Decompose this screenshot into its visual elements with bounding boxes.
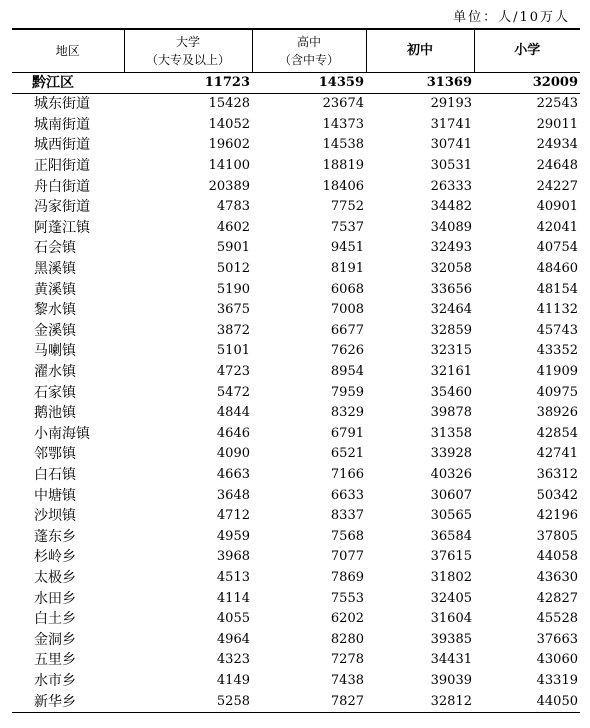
cell-region: 金洞乡 (34, 631, 76, 648)
cell-college: 5472 (216, 384, 250, 400)
table-row (12, 197, 580, 218)
table-row (12, 629, 580, 650)
cell-region: 鹅池镇 (34, 405, 76, 422)
education-table (12, 28, 580, 713)
cell-primary: 43060 (536, 652, 578, 668)
cell-high-school: 8954 (330, 364, 364, 380)
table-row (12, 135, 580, 156)
cell-college: 4114 (216, 590, 250, 606)
cell-high-school: 8329 (330, 405, 364, 421)
cell-high-school: 6202 (330, 611, 364, 627)
cell-junior: 31358 (430, 425, 472, 441)
cell-college: 3675 (216, 302, 250, 318)
cell-junior: 34431 (430, 652, 472, 668)
cell-junior: 32405 (430, 590, 472, 606)
cell-primary: 40975 (536, 384, 578, 400)
cell-junior: 30741 (430, 137, 472, 153)
cell-region: 黎水镇 (34, 302, 76, 319)
cell-primary: 42854 (536, 425, 578, 441)
cell-region: 黑溪镇 (34, 261, 76, 278)
cell-primary: 44050 (474, 691, 580, 712)
cell-college: 4712 (216, 508, 250, 524)
cell-high-school: 6068 (330, 281, 364, 297)
cell-primary: 29011 (536, 116, 578, 132)
cell-primary: 38926 (536, 405, 578, 421)
cell-junior: 31802 (430, 569, 472, 585)
cell-college: 3968 (216, 549, 250, 565)
table-row (12, 568, 580, 589)
cell-junior: 36584 (430, 528, 472, 544)
cell-high-school: 6677 (330, 322, 364, 338)
cell-region: 水市乡 (34, 672, 76, 689)
cell-college: 5190 (216, 281, 250, 297)
cell-college: 5901 (216, 240, 250, 256)
table-row (12, 444, 580, 465)
cell-primary: 36312 (536, 466, 578, 482)
table-row (12, 238, 580, 259)
cell-high-school: 7008 (330, 302, 364, 318)
cell-college: 4783 (216, 199, 250, 215)
header-junior: 初中 (366, 29, 474, 73)
cell-high-school: 7438 (330, 672, 364, 688)
table-row (12, 609, 580, 630)
cell-primary: 42827 (536, 590, 578, 606)
cell-primary: 43630 (536, 569, 578, 585)
cell-primary: 43352 (536, 343, 578, 359)
cell-region: 濯水镇 (34, 364, 76, 381)
table-row-total (12, 73, 580, 94)
cell-region: 小南海镇 (34, 425, 90, 442)
cell-primary: 41909 (536, 364, 578, 380)
header-high-line2: （含中专） (278, 53, 339, 67)
cell-college: 4964 (216, 631, 250, 647)
cell-region: 城东街道 (34, 96, 90, 113)
cell-college: 4844 (216, 405, 250, 421)
cell-high-school: 14538 (322, 137, 364, 153)
cell-junior: 37615 (430, 549, 472, 565)
table-row (12, 691, 580, 712)
cell-junior: 32058 (430, 261, 472, 277)
cell-junior: 39385 (430, 631, 472, 647)
table-row (12, 259, 580, 280)
header-high-line1: 高中 (296, 35, 321, 49)
cell-college: 5101 (216, 343, 250, 359)
cell-junior: 31369 (366, 73, 474, 94)
cell-primary: 37805 (536, 528, 578, 544)
cell-college: 5012 (216, 261, 250, 277)
table-row (12, 279, 580, 300)
cell-high-school: 7869 (330, 569, 364, 585)
cell-region: 黔江区 (12, 73, 124, 94)
table-row (12, 403, 580, 424)
cell-high-school: 7959 (330, 384, 364, 400)
cell-college: 4663 (216, 466, 250, 482)
table-row (12, 526, 580, 547)
cell-college: 4602 (216, 219, 250, 235)
cell-region: 马喇镇 (34, 343, 76, 360)
cell-high-school: 7568 (330, 528, 364, 544)
cell-college: 4055 (216, 611, 250, 627)
cell-high-school: 14359 (252, 73, 366, 94)
cell-high-school: 18406 (322, 178, 364, 194)
cell-high-school: 14373 (322, 116, 364, 132)
cell-primary: 37663 (536, 631, 578, 647)
cell-college: 4090 (216, 446, 250, 462)
table-row (12, 588, 580, 609)
cell-region: 沙坝镇 (34, 508, 76, 525)
cell-high-school: 7827 (252, 691, 366, 712)
cell-college: 4723 (216, 364, 250, 380)
cell-primary: 45743 (536, 322, 578, 338)
cell-junior: 34482 (430, 199, 472, 215)
table-row (12, 506, 580, 527)
cell-high-school: 7537 (330, 219, 364, 235)
cell-region: 蓬东乡 (34, 528, 76, 545)
table-header (12, 29, 580, 73)
cell-region: 城西街道 (34, 137, 90, 154)
cell-high-school: 23674 (322, 96, 364, 112)
header-college (124, 29, 252, 73)
cell-junior: 39039 (430, 672, 472, 688)
cell-region: 五里乡 (34, 652, 76, 669)
cell-primary: 41132 (536, 302, 578, 318)
table-row (12, 547, 580, 568)
cell-junior: 32859 (430, 322, 472, 338)
table-row (12, 382, 580, 403)
cell-high-school: 7166 (330, 466, 364, 482)
cell-region: 中塘镇 (34, 487, 76, 504)
cell-primary: 48460 (536, 261, 578, 277)
cell-primary: 24227 (536, 178, 578, 194)
cell-region: 阿蓬江镇 (34, 219, 90, 236)
cell-high-school: 6521 (330, 446, 364, 462)
cell-primary: 22543 (536, 96, 578, 112)
cell-junior: 30531 (430, 158, 472, 174)
cell-junior: 35460 (430, 384, 472, 400)
cell-primary: 24934 (536, 137, 578, 153)
cell-region: 杉岭乡 (34, 549, 76, 566)
cell-high-school: 8191 (330, 261, 364, 277)
unit-label: 单位：人/10万人 (453, 10, 570, 25)
cell-primary: 45528 (536, 611, 578, 627)
cell-high-school: 6633 (330, 487, 364, 503)
cell-college: 5258 (124, 691, 252, 712)
cell-primary: 50342 (536, 487, 578, 503)
table-row (12, 424, 580, 445)
cell-junior: 26333 (430, 178, 472, 194)
cell-region: 新华乡 (12, 691, 124, 712)
cell-high-school: 9451 (330, 240, 364, 256)
cell-high-school: 7077 (330, 549, 364, 565)
cell-junior: 31604 (430, 611, 472, 627)
cell-region: 石家镇 (34, 384, 76, 401)
cell-primary: 40754 (536, 240, 578, 256)
cell-college: 14052 (208, 116, 250, 132)
cell-college: 11723 (124, 73, 252, 94)
cell-primary: 42741 (536, 446, 578, 462)
cell-high-school: 7752 (330, 199, 364, 215)
cell-primary: 42196 (536, 508, 578, 524)
cell-region: 冯家街道 (34, 199, 90, 216)
header-high-school (252, 29, 366, 73)
table-row (12, 341, 580, 362)
cell-junior: 31741 (430, 116, 472, 132)
cell-college: 15428 (208, 96, 250, 112)
cell-high-school: 6791 (330, 425, 364, 441)
table-row (12, 115, 580, 136)
table-row (12, 300, 580, 321)
cell-college: 14100 (208, 158, 250, 174)
table-row (12, 218, 580, 239)
cell-junior: 29193 (430, 96, 472, 112)
table-body (12, 73, 580, 713)
header-region: 地区 (12, 29, 124, 73)
cell-primary: 40901 (536, 199, 578, 215)
cell-primary: 42041 (536, 219, 578, 235)
cell-region: 石会镇 (34, 240, 76, 257)
table-row (12, 362, 580, 383)
header-primary: 小学 (474, 29, 580, 73)
cell-junior: 34089 (430, 219, 472, 235)
cell-region: 太极乡 (34, 569, 76, 586)
cell-high-school: 18819 (322, 158, 364, 174)
cell-primary: 44058 (536, 549, 578, 565)
cell-junior: 32161 (430, 364, 472, 380)
table-row (12, 94, 580, 115)
cell-junior: 30565 (430, 508, 472, 524)
cell-college: 4959 (216, 528, 250, 544)
cell-college: 4646 (216, 425, 250, 441)
cell-college: 4513 (216, 569, 250, 585)
cell-region: 正阳街道 (34, 158, 90, 175)
table-row (12, 671, 580, 692)
cell-region: 城南街道 (34, 116, 90, 133)
cell-high-school: 7278 (330, 652, 364, 668)
cell-region: 白土乡 (34, 611, 76, 628)
cell-junior: 30607 (430, 487, 472, 503)
cell-college: 20389 (208, 178, 250, 194)
table-row (12, 156, 580, 177)
table-row (12, 465, 580, 486)
cell-college: 3648 (216, 487, 250, 503)
cell-junior: 33928 (430, 446, 472, 462)
cell-high-school: 7553 (330, 590, 364, 606)
cell-high-school: 7626 (330, 343, 364, 359)
cell-college: 4323 (216, 652, 250, 668)
cell-region: 舟白街道 (34, 178, 90, 195)
cell-college: 3872 (216, 322, 250, 338)
cell-high-school: 8280 (330, 631, 364, 647)
cell-junior: 33656 (430, 281, 472, 297)
cell-region: 白石镇 (34, 466, 76, 483)
cell-primary: 32009 (474, 73, 580, 94)
cell-region: 金溪镇 (34, 322, 76, 339)
cell-high-school: 8337 (330, 508, 364, 524)
table-row (12, 321, 580, 342)
cell-college: 4149 (216, 672, 250, 688)
cell-region: 水田乡 (34, 590, 76, 607)
table-row (12, 650, 580, 671)
header-college-line2: （大专及以上） (145, 53, 230, 67)
cell-junior: 39878 (430, 405, 472, 421)
cell-region: 黄溪镇 (34, 281, 76, 298)
cell-primary: 48154 (536, 281, 578, 297)
cell-college: 19602 (208, 137, 250, 153)
cell-junior: 32493 (430, 240, 472, 256)
cell-junior: 40326 (430, 466, 472, 482)
cell-junior: 32812 (366, 691, 474, 712)
table-row (12, 176, 580, 197)
table-row (12, 485, 580, 506)
cell-region: 邻鄂镇 (34, 446, 76, 463)
cell-primary: 43319 (536, 672, 578, 688)
header-college-line1: 大学 (175, 35, 200, 49)
cell-primary: 24648 (536, 158, 578, 174)
cell-junior: 32315 (430, 343, 472, 359)
cell-junior: 32464 (430, 302, 472, 318)
